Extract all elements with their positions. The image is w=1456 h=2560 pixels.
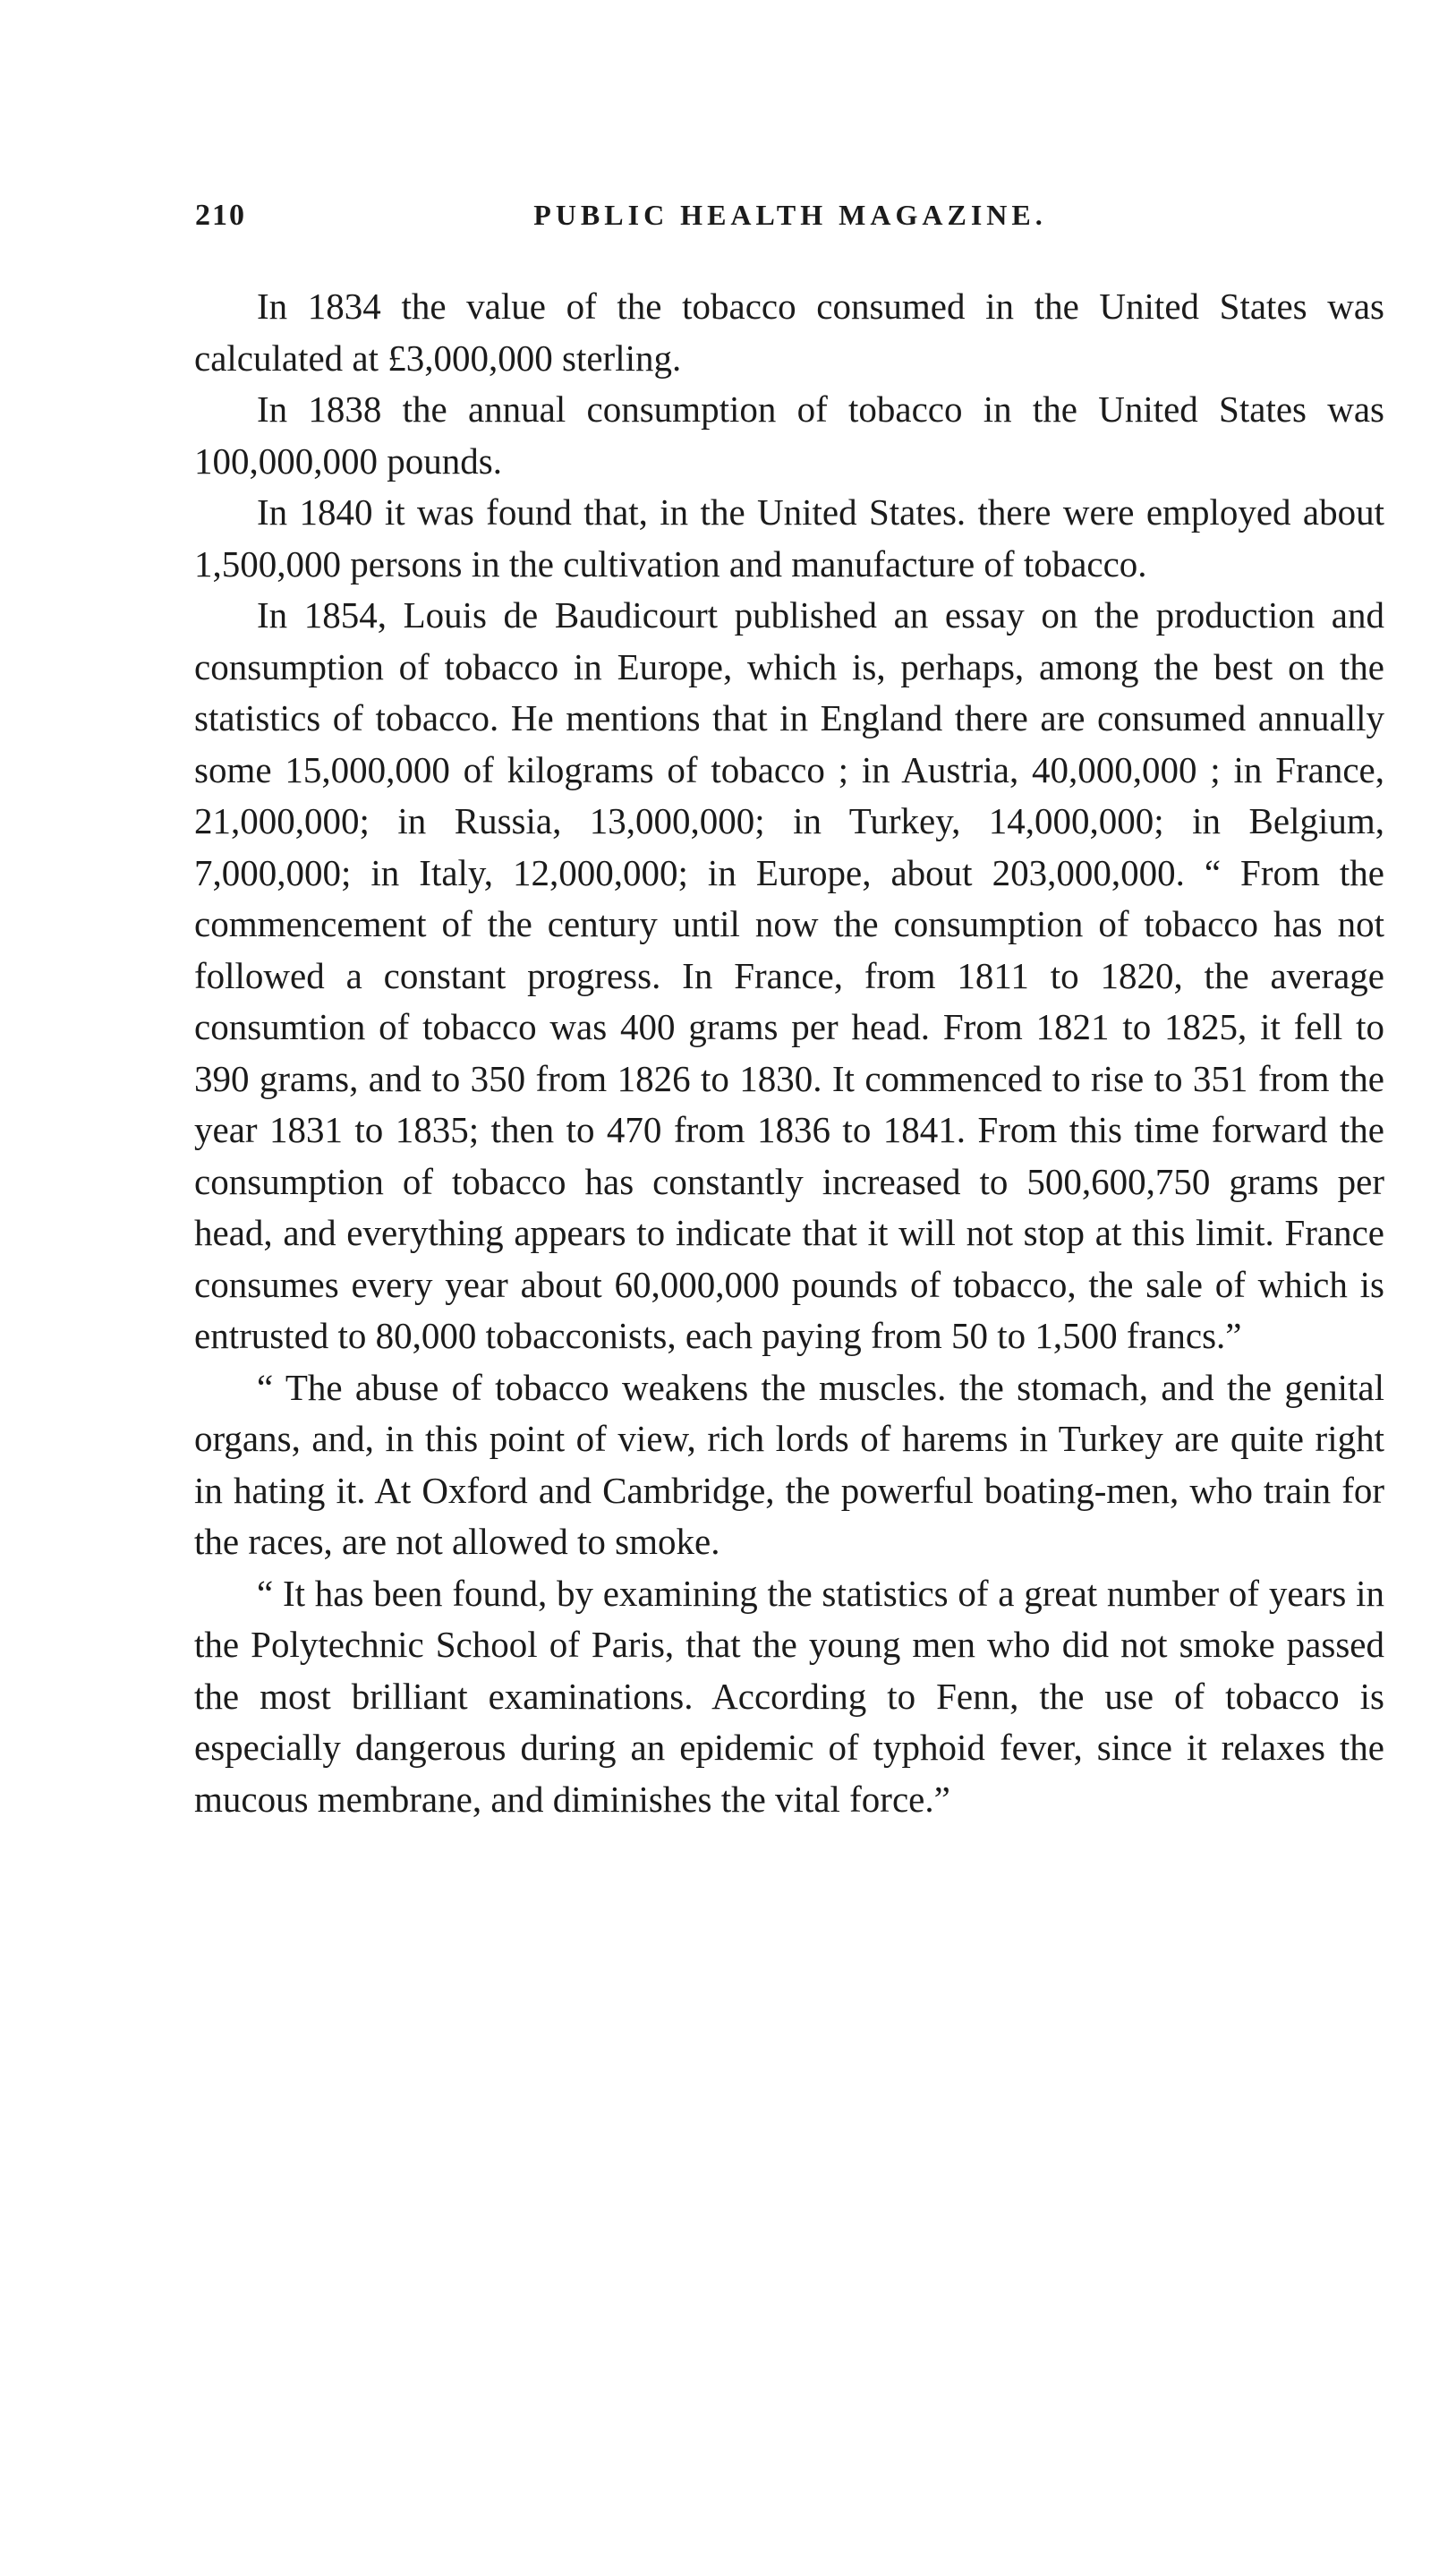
body-text [194,281,1384,1825]
paragraph-1834-value: In 1834 the value of the tobacco consumed in the United States was calculated at £3,000,000 sterling. [194,286,1384,379]
running-head [195,199,1385,243]
paragraph-polytechnic-school: “ It has been found, by examining the statistics of a great number of years in the Polytechnic School of Paris, that the young men who did not smoke passed the most brilliant examinations. According to Fenn, the use of tobacco is especially dangerous during an epidemic of typhoid fever, since it relaxes the mucous membrane, and diminishes the vital force.” [194,1572,1384,1820]
page-number: 210 [195,199,246,232]
paragraph-abuse-of-tobacco: “ The abuse of tobacco weakens the muscles. the stomach, and the genital organs, and, in this point of view, rich lords of harems in Turkey are quite right in hating it. At Oxford and Cambridge, the powerful boating-men, who train for the races, are not allowed to smoke. [194,1366,1384,1562]
paragraph-1854-baudicourt: In 1854, Louis de Baudicourt published an essay on the production and consumption of tobacco in Europe, which is, perhaps, among the best on the statistics of tobacco. He mentions that in England there are consumed annually some 15,000,000 of kilograms of tobacco ; in Austria, 40,000,000 ; in France, 21,000,000; in Russia, 13,000,000; in Turkey, 14,000,000; in Belgium, 7,000,000; in Italy, 12,000,000; in Europe, about 203,000,000. “ From the commencement of the century until now the consumption of tobacco has not followed a constant progress. In France, from 1811 to 1820, the average consumtion of tobacco was 400 grams per head. From 1821 to 1825, it fell to 390 grams, and to 350 from 1826 to 1830. It commenced to rise to 351 from the year 1831 to 1835; then to 470 from 1836 to 1841. From this time forward the consumption of tobacco has constantly increased to 500,600,750 grams per head, and everything appears to indicate that it will not stop at this limit. France consumes every year about 60,000,000 pounds of tobacco, the sale of which is entrusted to 80,000 tobacconists, each paying from 50 to 1,500 francs.” [194,594,1384,1356]
running-title: PUBLIC HEALTH MAGAZINE. [533,199,1047,231]
paragraph-1838-consumption: In 1838 the annual consumption of tobacco in the United States was 100,000,000 pounds. [194,388,1384,482]
paragraph-1840-employment: In 1840 it was found that, in the United States. there were employed about 1,500,000 persons in the cultivation and manufacture of tobacco. [194,491,1384,585]
